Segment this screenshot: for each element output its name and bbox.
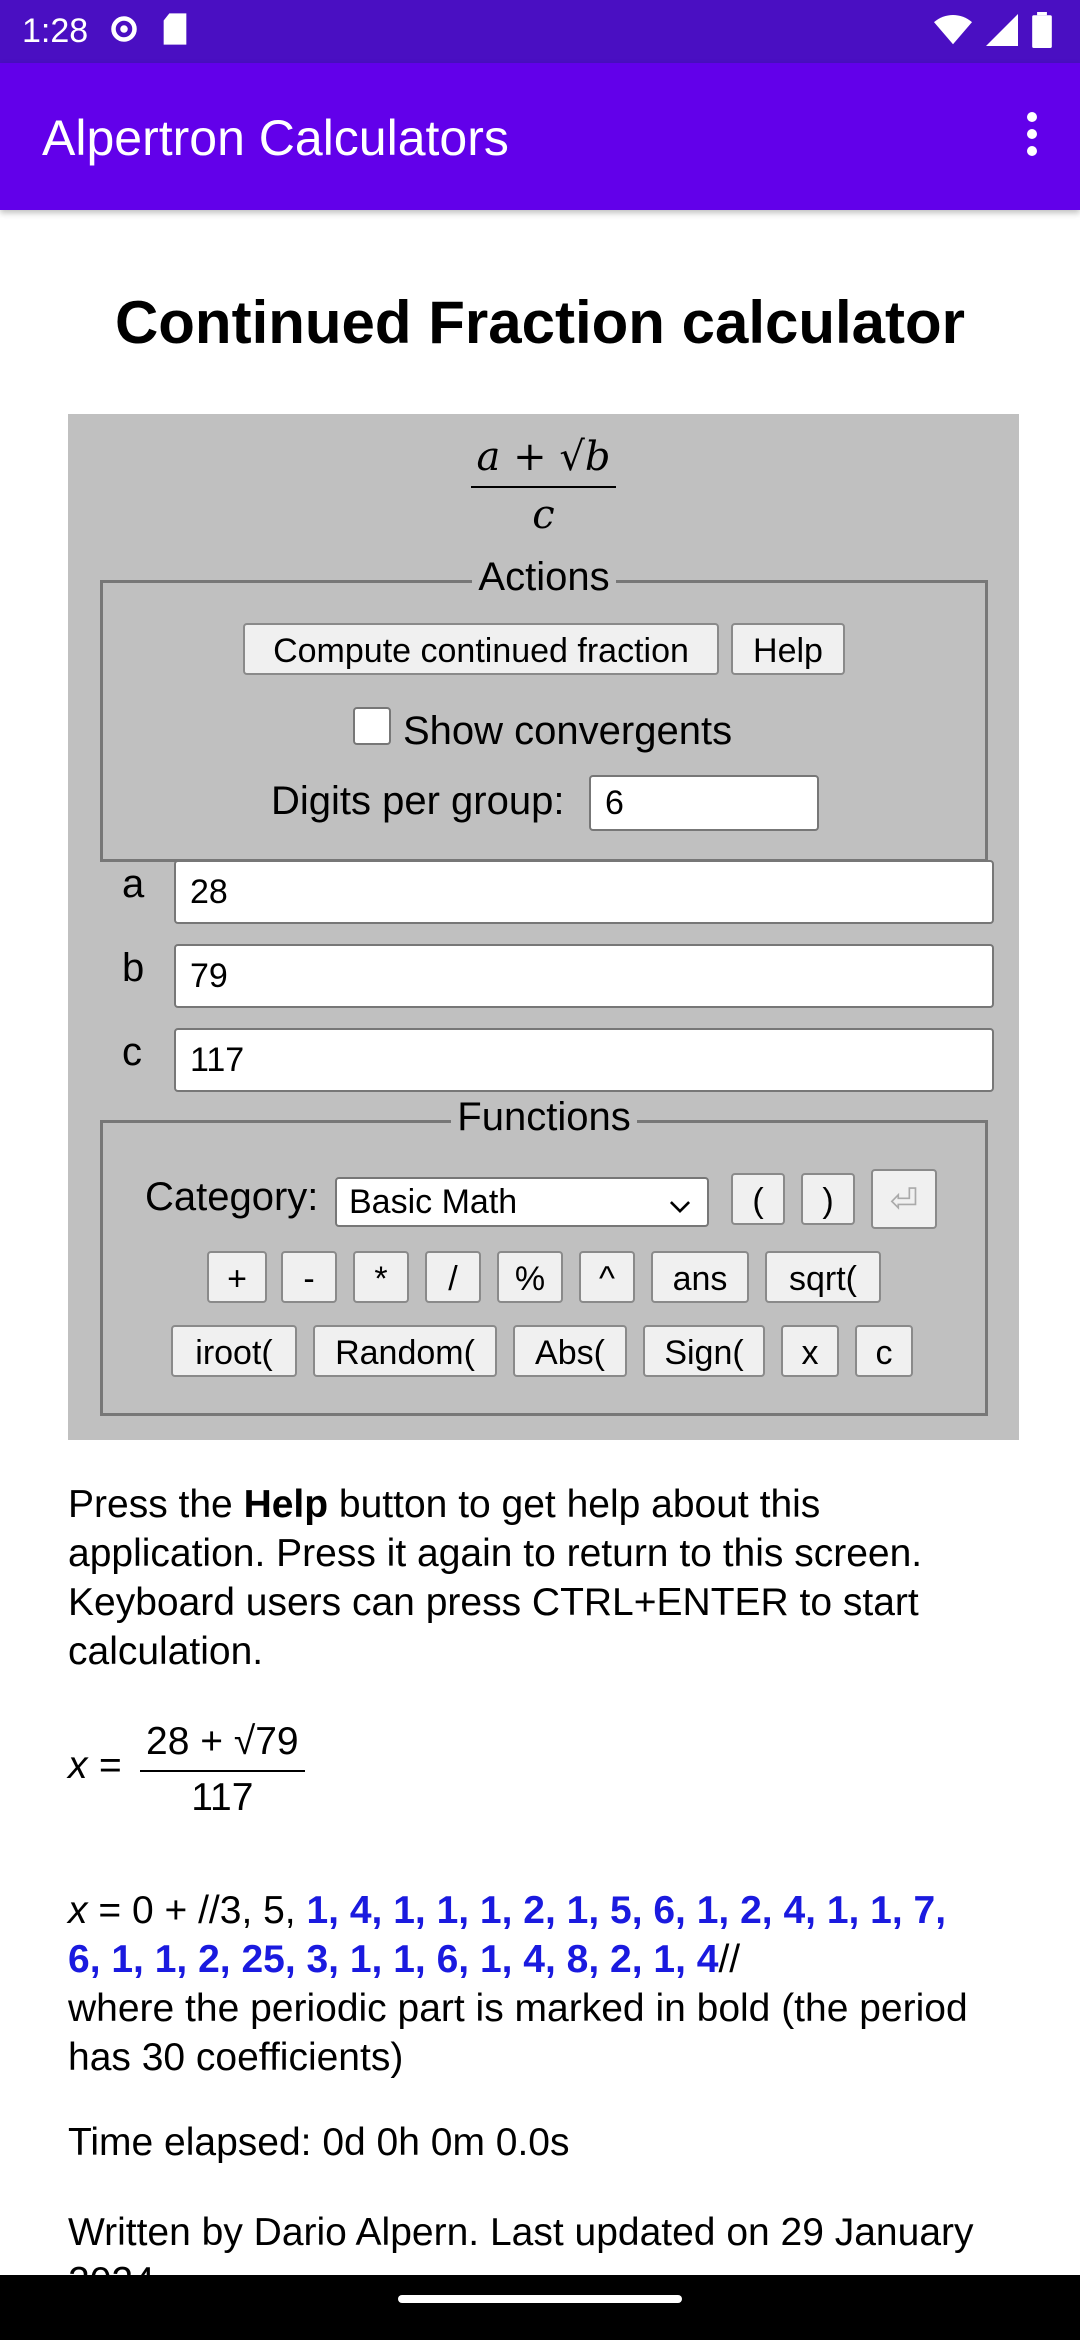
wifi-icon: [934, 14, 972, 51]
digits-per-group-label: Digits per group:: [271, 779, 565, 823]
show-convergents-checkbox[interactable]: [353, 707, 391, 745]
formula-denominator: c: [532, 492, 555, 538]
iroot-button[interactable]: iroot(: [171, 1325, 297, 1377]
time-elapsed: Time elapsed: 0d 0h 0m 0.0s: [68, 2121, 570, 2164]
power-button[interactable]: ^: [579, 1251, 635, 1303]
settings-icon: [106, 11, 142, 52]
formula-numerator: a + √b: [471, 434, 617, 488]
c-label: c: [122, 1030, 142, 1074]
period-note: where the periodic part is marked in bold (the period has 30 coefficients): [68, 1987, 968, 2079]
modulo-button[interactable]: %: [497, 1251, 563, 1303]
periodic-part-line1: 1, 4, 1, 1, 1, 2, 1, 5, 6, 1, 2, 4, 1, 1, 7,: [306, 1889, 947, 1932]
b-input[interactable]: 79: [174, 944, 994, 1008]
continued-fraction-result: x = 0 + //3, 5, 1, 4, 1, 1, 1, 2, 1, 5, 6, 1, 2, 4, 1, 1, 7, 6, 1, 1, 2, 25, 3, 1, 1, 6, 1, 4, 8, 2, 1, 4// where the periodic part is marked in bold (the period has 30 coefficients): [68, 1889, 968, 2079]
navigation-bar: [0, 2275, 1080, 2340]
abs-button[interactable]: Abs(: [513, 1325, 627, 1377]
multiply-button[interactable]: *: [353, 1251, 409, 1303]
expression-denominator: 117: [191, 1776, 254, 1819]
plus-button[interactable]: +: [207, 1251, 267, 1303]
periodic-part-line2: 6, 1, 1, 2, 25, 3, 1, 1, 6, 1, 4, 8, 2, 1, 4: [68, 1938, 719, 1981]
more-vert-icon[interactable]: [1012, 107, 1052, 167]
a-label: a: [122, 862, 145, 906]
enter-icon[interactable]: ⏎: [871, 1169, 937, 1229]
help-bold: Help: [243, 1483, 329, 1526]
digits-per-group-input[interactable]: 6: [589, 775, 819, 831]
category-label: Category:: [145, 1175, 319, 1219]
expression-numerator: 28 + √79: [140, 1720, 305, 1772]
c-button[interactable]: c: [855, 1325, 913, 1377]
calculator-panel: [68, 414, 1019, 1440]
divide-button[interactable]: /: [425, 1251, 481, 1303]
functions-legend: Functions: [451, 1095, 636, 1139]
chevron-down-icon: [667, 1189, 693, 1228]
functions-fieldset: [100, 1095, 988, 1416]
home-indicator[interactable]: [398, 2295, 682, 2303]
signal-icon: [986, 14, 1018, 51]
sqrt-button[interactable]: sqrt(: [765, 1251, 881, 1303]
b-label: b: [122, 946, 145, 990]
sign-button[interactable]: Sign(: [643, 1325, 765, 1377]
show-convergents-label: Show convergents: [403, 709, 733, 753]
a-input[interactable]: 28: [174, 860, 994, 924]
compute-button[interactable]: Compute continued fraction: [243, 623, 719, 675]
sd-card-icon: [160, 12, 190, 51]
status-time: 1:28: [22, 12, 89, 50]
help-text: Press the Help button to get help about this application. Press it again to return to this screen. Keyboard users can press CTRL+ENTER to start calculation.: [68, 1483, 923, 1673]
random-button[interactable]: Random(: [313, 1325, 497, 1377]
close-paren-button[interactable]: ): [801, 1173, 855, 1225]
x-button[interactable]: x: [781, 1325, 839, 1377]
category-select[interactable]: [335, 1177, 709, 1227]
ans-button[interactable]: ans: [651, 1251, 749, 1303]
battery-icon: [1032, 12, 1052, 53]
app-bar: [0, 63, 1080, 210]
footer-text: Written by Dario Alpern. Last updated on 29 January: [68, 2211, 974, 2254]
actions-legend: Actions: [472, 555, 615, 599]
minus-button[interactable]: -: [281, 1251, 337, 1303]
status-bar: [0, 0, 1080, 63]
app-title: Alpertron Calculators: [42, 110, 509, 166]
actions-fieldset: [100, 555, 988, 862]
page-title: Continued Fraction calculator: [114, 289, 966, 356]
c-input[interactable]: 117: [174, 1028, 994, 1092]
formula: [68, 434, 1019, 538]
open-paren-button[interactable]: (: [731, 1173, 785, 1225]
help-button[interactable]: Help: [731, 623, 845, 675]
category-value: Basic Math: [349, 1182, 518, 1221]
